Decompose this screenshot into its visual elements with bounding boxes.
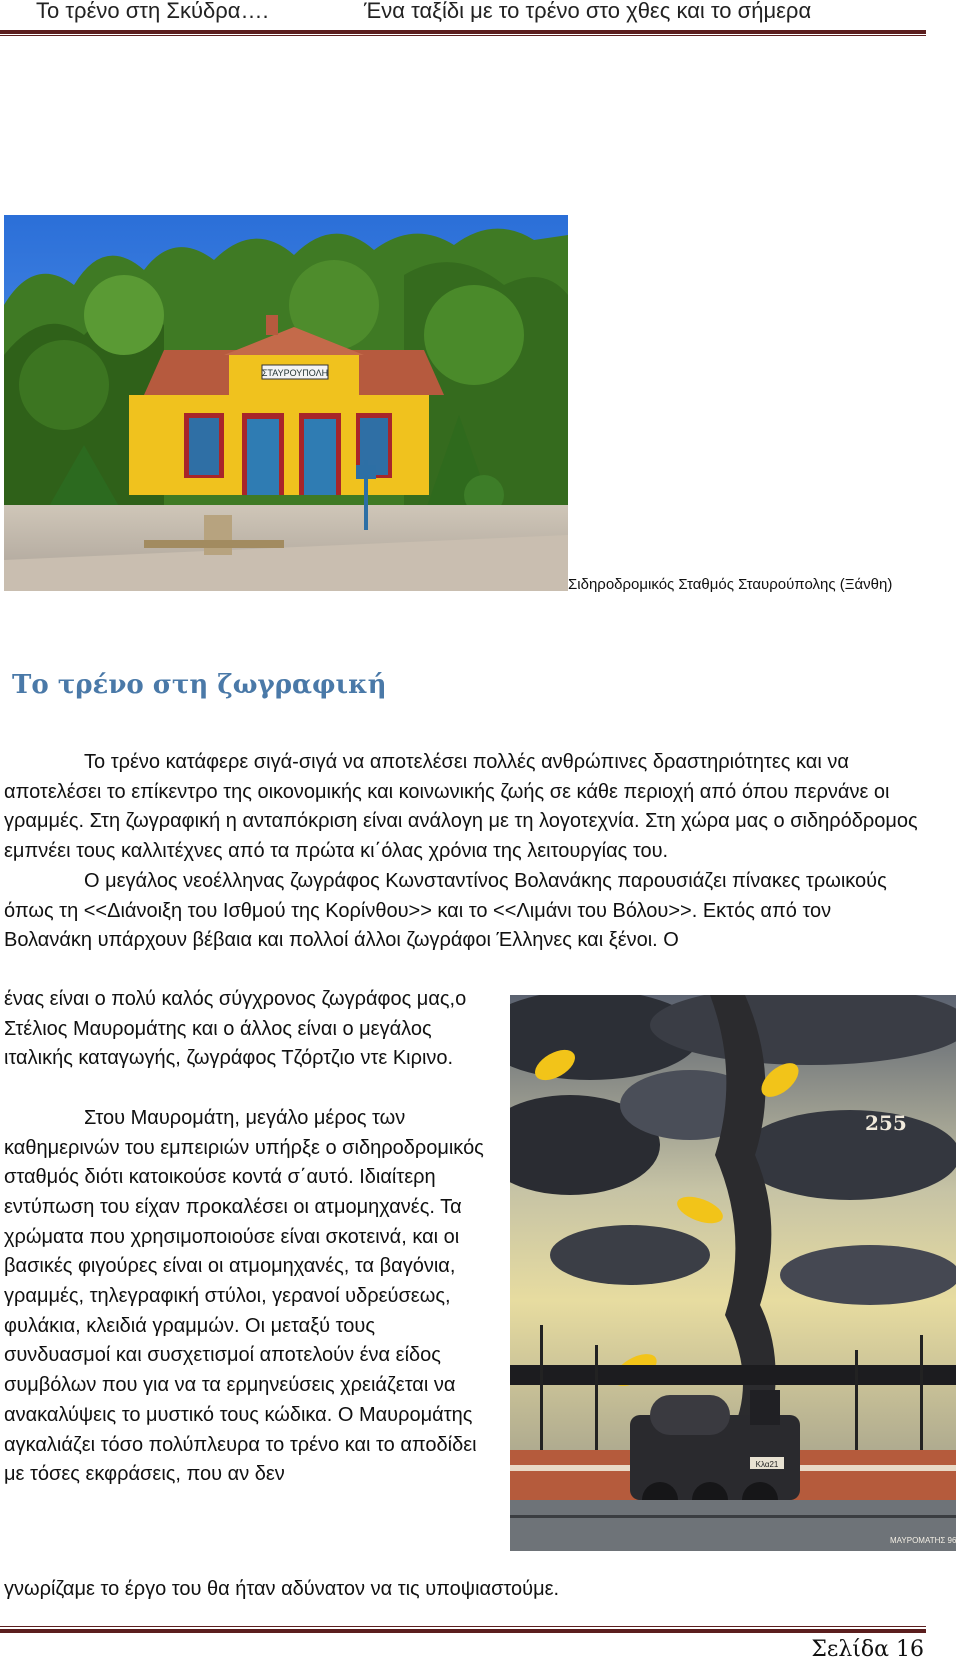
painting-number: 255 [865, 1111, 907, 1135]
paragraph-last-line: γνωρίζαμε το έργο του θα ήταν αδύνατον να τις υποψιαστούμε. [4, 1578, 560, 1600]
body-text-full [4, 748, 924, 956]
paragraph: Ο μεγάλος νεοέλληνας ζωγράφος Κωνσταντίνος Βολανάκης παρουσιάζει πίνακες τρωικούς όπως τη <<Διάνοιξη του Ισθμού της Κορίνθου>> και το <<Λιμάνι του Βόλου>>. Εκτός από τον Βολανάκη υπάρχουν βέβαια και πολλοί άλλοι ζωγράφοι Έλληνες και ξένοι. Ο [4, 869, 887, 952]
page-number: Σελίδα 16 [811, 1637, 924, 1662]
page-header [0, 0, 960, 26]
station-photo-caption: Σιδηροδρομικός Σταθμός Σταυρούπολης (Ξάνθη) [568, 576, 893, 593]
header-rule-thin [0, 35, 926, 36]
paragraph-spacer [4, 1074, 484, 1104]
footer-rule-thin [0, 1626, 926, 1627]
header-rule-thick [0, 30, 926, 34]
paragraph: Το τρένο κατάφερε σιγά-σιγά να αποτελέσει πολλές ανθρώπινες δραστηριότητες και να αποτελέσει το επίκεντρο της οικονομικής και κοινωνικής ζωής σε κάθε περιοχή από όπου περνάνε οι γραμμές. Στη ζωγραφική η ανταπόκριση είναι ανάλογη με τη λογοτεχνία. Στη χώρα μας ο σιδηρόδρομος εμπνέει τους καλλιτέχνες από τα πρώτα κι΄όλας χρόνια της λειτουργίας του. [4, 751, 918, 863]
painting-signature: ΜΑΥΡΟΜΑΤΗΣ 96 [890, 1536, 956, 1545]
header-right-title: Ένα ταξίδι με το τρένο στο χθες και το σήμερα [364, 0, 812, 23]
station-sign-text: ΣΤΑΥΡΟΥΠΟΛΗ [261, 368, 329, 378]
header-left-title: Το τρένο στη Σκύδρα…. [36, 0, 269, 23]
paragraph-continued: ένας είναι ο πολύ καλός σύγχρονος ζωγράφος μας,ο Στέλιος Μαυρομάτης και ο άλλος είναι ο μεγάλος ιταλικής καταγωγής, ζωγράφος Τζόρτζιο ντε Κιρινο. [4, 988, 467, 1070]
body-text-column [4, 985, 484, 1490]
section-title: Το τρένο στη ζωγραφική [12, 670, 387, 700]
painting-plate: Κλα21 [755, 1460, 779, 1469]
paragraph: Στου Μαυρομάτη, μεγάλο μέρος των καθημερινών του εμπειριών υπήρξε ο σιδηροδρομικός σταθμός διότι κατοικούσε κοντά σ΄αυτό. Ιδιαίτερη εντύπωση του είχαν προκαλέσει οι ατμομηχανές. Τα χρώματα που χρησιμοποιούσε είναι σκοτεινά, και οι βασικές φιγούρες είναι οι ατμομηχανές, τα βαγόνια, γραμμές, τηλεγραφική στύλοι, γερανοί υδρεύσεως, φυλάκια, κλειδιά γραμμών. Οι μεταξύ τους συνδυασμοί και συσχετισμοί αποτελούν ένα είδος συμβόλων που για να τα ερμηνεύσεις χρειάζεται να ανακαλύψεις το μυστικό τους κώδικα. Ο Μαυρομάτης αγκαλιάζει τόσο πολύπλευρα το τρένο και το αποδίδει με τόσες εκφράσεις, που αν δεν [4, 1106, 484, 1486]
painting-image [510, 995, 956, 1551]
station-photo [4, 215, 568, 591]
footer-rule-thick [0, 1629, 926, 1633]
